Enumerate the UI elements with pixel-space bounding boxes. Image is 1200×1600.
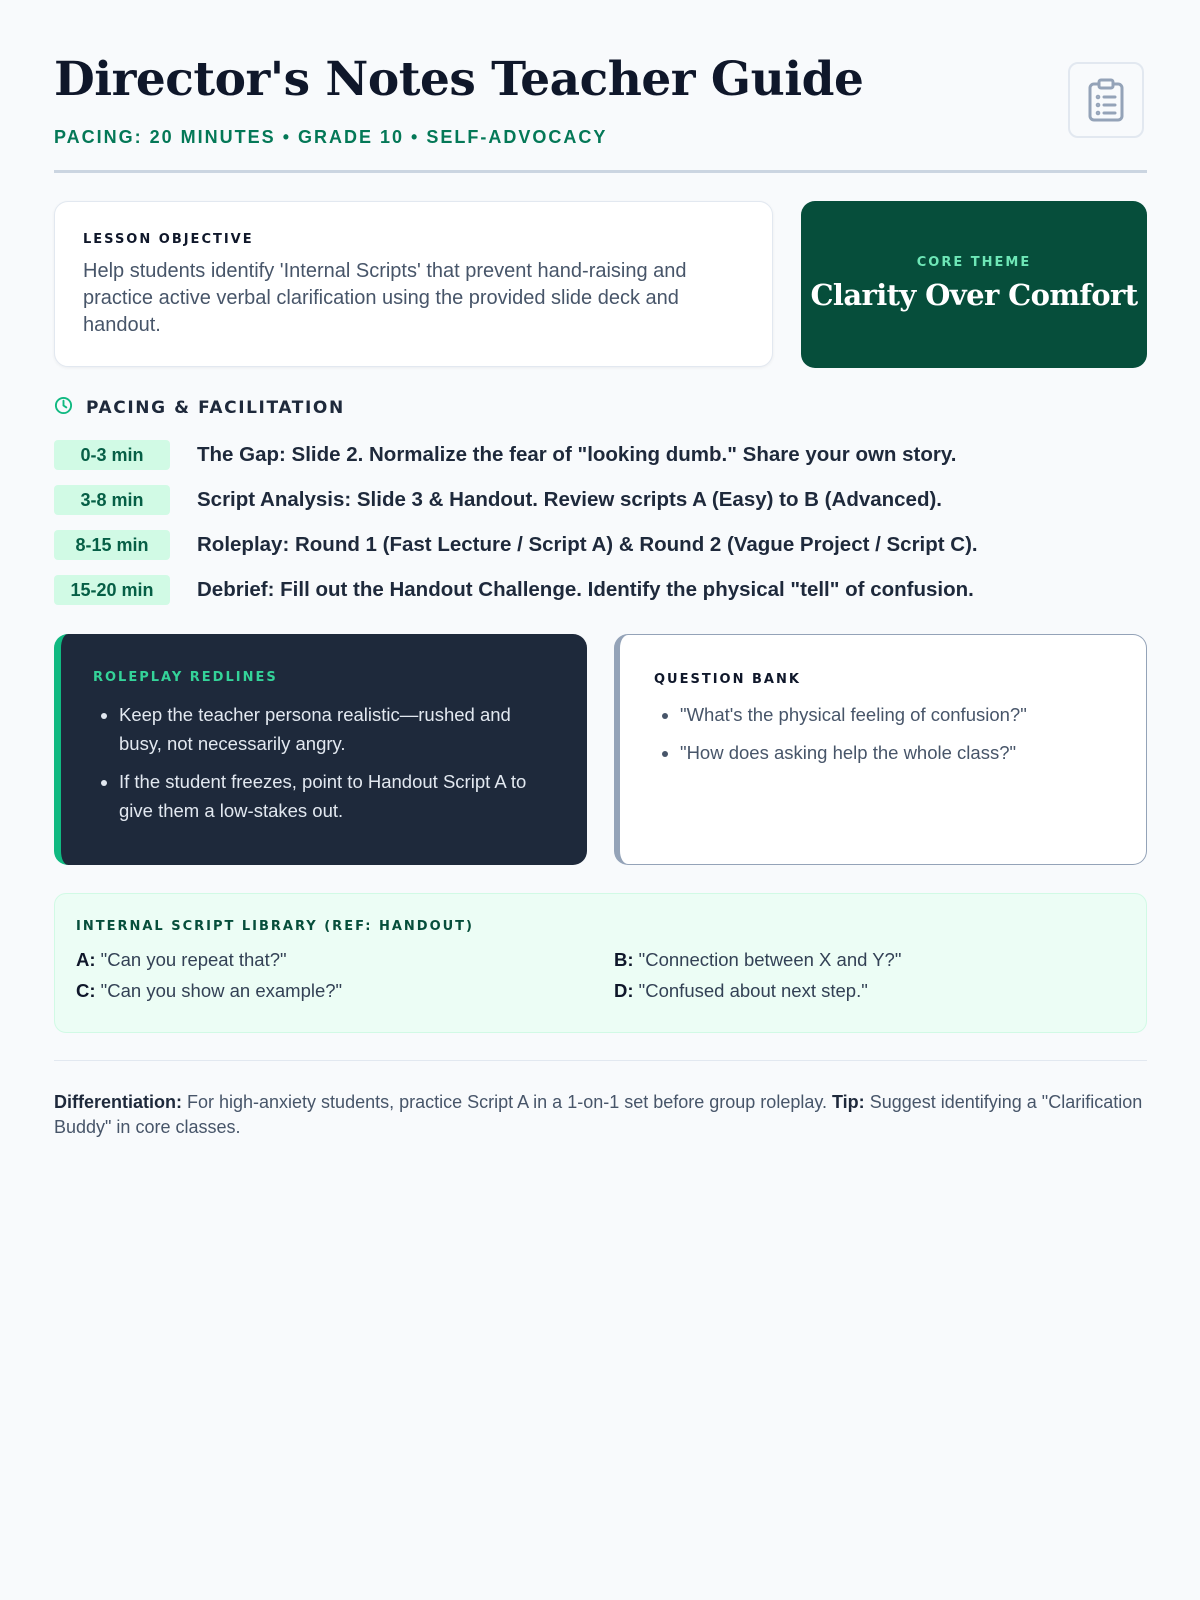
redlines-list	[93, 700, 557, 825]
script-item	[614, 980, 1134, 1002]
time-pill: 8-15 min	[54, 530, 170, 560]
redlines-label: ROLEPLAY REDLINES	[93, 670, 278, 685]
script-key: B:	[614, 949, 634, 970]
script-text: "Can you show an example?"	[100, 980, 343, 1001]
script-key: C:	[76, 980, 96, 1001]
clock-icon	[54, 396, 73, 419]
pacing-heading	[54, 396, 345, 419]
lesson-objective-card	[54, 201, 773, 367]
pacing-row	[54, 530, 978, 560]
question-bank-label: QUESTION BANK	[654, 672, 801, 687]
time-pill: 3-8 min	[54, 485, 170, 515]
pacing-row	[54, 485, 942, 515]
page-title: Director's Notes Teacher Guide	[54, 52, 864, 107]
pacing-text: The Gap: Slide 2. Normalize the fear of "looking dumb." Share your own story.	[197, 443, 957, 466]
tip-text: Suggest identifying a "Clarification Buddy" in core classes.	[54, 1092, 1143, 1137]
theme-label: CORE THEME	[916, 255, 1032, 270]
script-key: D:	[614, 980, 634, 1001]
list-item: • If the student freezes, point to Handout Script A to give them a low-stakes out.	[119, 767, 557, 825]
footer-note	[54, 1090, 1147, 1140]
script-library-card	[54, 893, 1147, 1033]
library-grid	[76, 949, 1125, 1002]
list-item: • "How does asking help the whole class?"	[680, 741, 1116, 765]
time-pill: 15-20 min	[54, 575, 170, 605]
script-item	[614, 949, 1134, 971]
differentiation-label: Differentiation:	[54, 1092, 182, 1112]
list-item: • "What's the physical feeling of confusion?"	[680, 703, 1116, 727]
library-label: INTERNAL SCRIPT LIBRARY (REF: HANDOUT)	[76, 919, 474, 934]
script-item	[76, 949, 614, 971]
theme-text: Clarity Over Comfort	[810, 278, 1138, 312]
pacing-row	[54, 575, 974, 605]
script-item	[76, 980, 614, 1002]
script-text: "Can you repeat that?"	[100, 949, 287, 970]
header-divider	[54, 170, 1147, 173]
differentiation-text: For high-anxiety students, practice Script A in a 1-on-1 set before group roleplay.	[182, 1092, 833, 1112]
pacing-text: Script Analysis: Slide 3 & Handout. Review scripts A (Easy) to B (Advanced).	[197, 488, 943, 511]
tip-label: Tip:	[832, 1092, 865, 1112]
script-key: A:	[76, 949, 96, 970]
roleplay-redlines-card	[54, 634, 587, 865]
objective-label: LESSON OBJECTIVE	[83, 232, 254, 247]
pacing-text: Debrief: Fill out the Handout Challenge. Identify the physical "tell" of confusion.	[197, 578, 974, 601]
pacing-row	[54, 440, 956, 470]
question-list	[654, 703, 1116, 765]
list-item: • Keep the teacher persona realistic—rushed and busy, not necessarily angry.	[119, 700, 557, 758]
core-theme-card	[801, 201, 1147, 368]
page-subtitle: PACING: 20 MINUTES • GRADE 10 • SELF-ADVOCACY	[54, 127, 608, 147]
question-bank-card	[614, 634, 1147, 865]
objective-text: Help students identify 'Internal Scripts' that prevent hand-raising and practice active verbal clarification using the provided slide deck and handout.	[83, 260, 687, 336]
clipboard-icon	[1068, 62, 1144, 138]
footer-divider	[54, 1060, 1147, 1061]
time-pill: 0-3 min	[54, 440, 170, 470]
pacing-text: Roleplay: Round 1 (Fast Lecture / Script A) & Round 2 (Vague Project / Script C).	[197, 533, 978, 556]
script-text: "Connection between X and Y?"	[638, 949, 902, 970]
script-text: "Confused about next step."	[638, 980, 868, 1001]
pacing-label: PACING & FACILITATION	[86, 397, 345, 418]
